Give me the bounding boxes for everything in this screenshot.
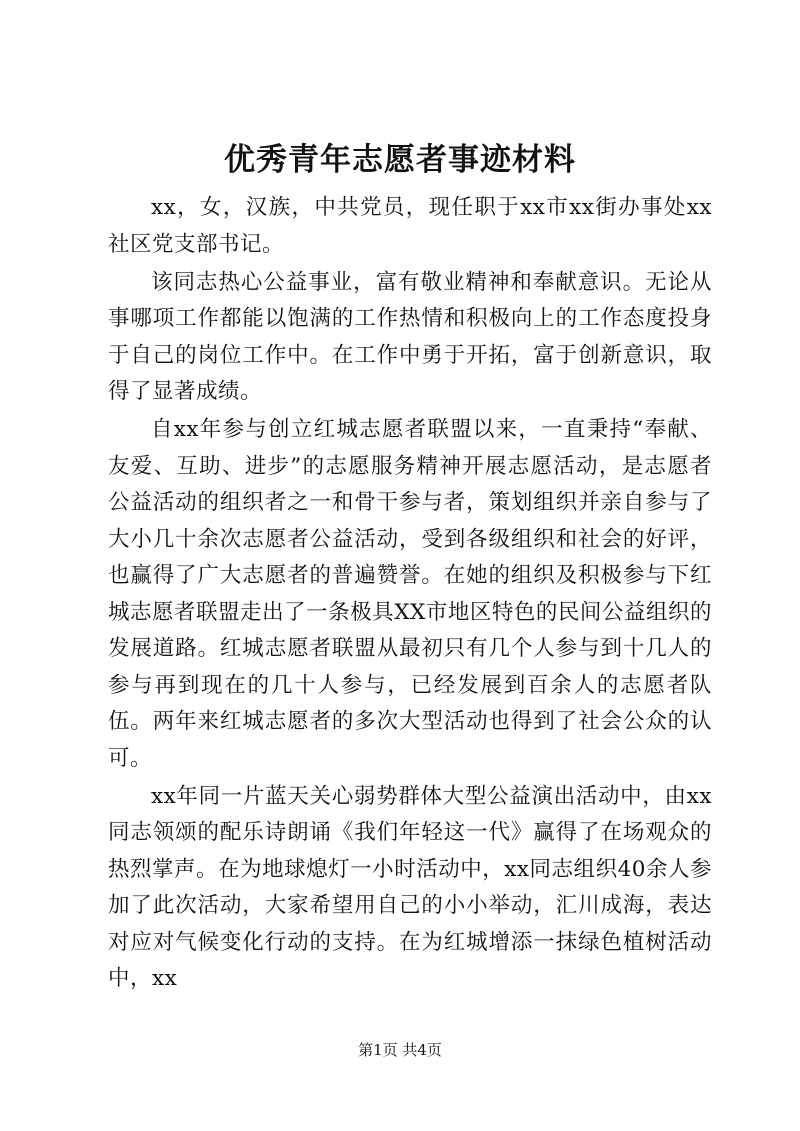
paragraph-1: xx，女，汉族，中共党员，现任职于xx市xx街办事处xx社区党支部书记。	[108, 195, 712, 257]
document-title: 优秀青年志愿者事迹材料	[224, 142, 576, 178]
page-footer: 第1页 共4页	[358, 1041, 442, 1059]
paragraph-2: 该同志热心公益事业，富有敬业精神和奉献意识。无论从事哪项工作都能以饱满的工作热情和积极向上的工作态度投身于自己的岗位工作中。在工作中勇于开拓，富于创新意识，取得了显著成绩。	[108, 269, 712, 404]
paragraph-4: xx年同一片蓝天关心弱势群体大型公益演出活动中，由xx同志领颂的配乐诗朗诵《我们年轻这一代》赢得了在场观众的热烈掌声。在为地球熄灯一小时活动中，xx同志组织40余人参加了此次活动，大家希望用自己的小小举动，汇川成海，表达对应对气候变化行动的支持。在为红城增添一抹绿色植树活动中，xx	[108, 783, 712, 991]
paragraph-3: 自xx年参与创立红城志愿者联盟以来，一直秉持“奉献、友爱、互助、进步”的志愿服务精神开展志愿活动，是志愿者公益活动的组织者之一和骨干参与者，策划组织并亲自参与了大小几十余次志愿者公益活动，受到各级组织和社会的好评，也赢得了广大志愿者的普遍赞誉。在她的组织及积极参与下红城志愿者联盟走出了一条极具XX市地区特色的民间公益组织的发展道路。红城志愿者联盟从最初只有几个人参与到十几人的参与再到现在的几十人参与，已经发展到百余人的志愿者队伍。两年来红城志愿者的多次大型活动也得到了社会公众的认可。	[108, 417, 712, 771]
document-body	[108, 190, 712, 998]
